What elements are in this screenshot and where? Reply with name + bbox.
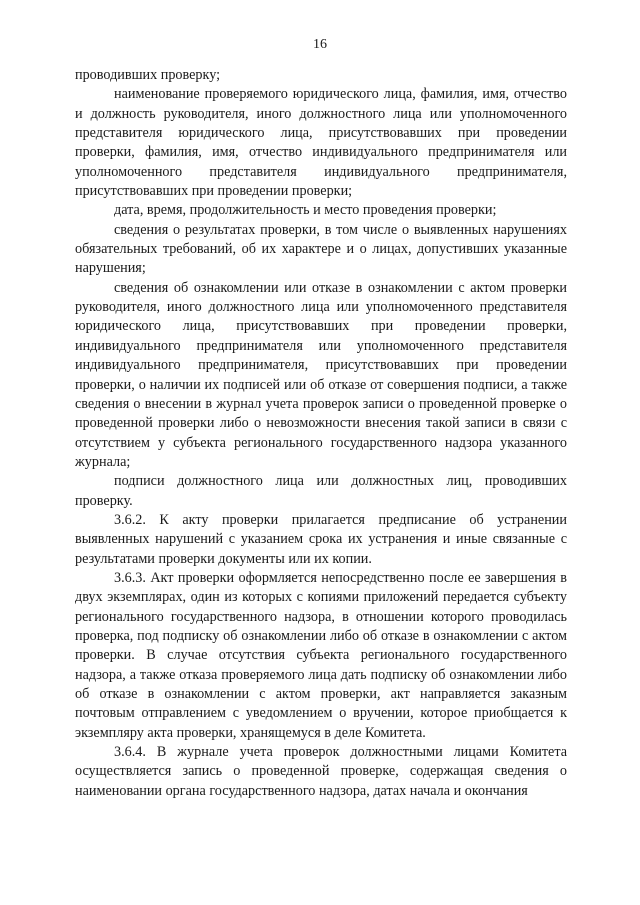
paragraph-signatures: подписи должностного лица или должностных лиц, проводивших проверку. [75,473,567,509]
paragraph-entity-name: наименование проверяемого юридического лица, фамилия, имя, отчество и должность руководителя, иного должностного лица или уполномоченного представителя юридического лица, присутствовавших при проведении проверки, фамилия, имя, отчество индивидуального предпринимателя или уполномоченного представителя индивидуального предпринимателя, присутствовавших при проведении проверки; [75,86,567,200]
paragraph-date-time-place: дата, время, продолжительность и место проведения проверки; [114,202,497,219]
paragraph-acknowledgement-info: сведения об ознакомлении или отказе в ознакомлении с актом проверки руководителя, иного должностного лица или уполномоченного представителя юридического лица, присутствовавших при проведении проверки, индивидуального предпринимателя или уполномоченного представителя индивидуального предпринимателя, присутствовавших при проведении проверки, о наличии их подписей или об отказе от совершения подписи, а также сведения о внесении в журнал учета проверок записи о проведенной проверке о проведенной проверки либо о невозможности внесения такой записи в связи с отсутствием у субъекта регионального государственного надзора указанного журнала; [75,279,567,470]
paragraph-inspection-results: сведения о результатах проверки, в том числе о выявленных нарушениях обязательных требований, об их характере и о лицах, допустивших указанные нарушения; [75,221,567,277]
page-number: 16 [313,37,327,52]
paragraph-3-6-4: 3.6.4. В журнале учета проверок должностными лицами Комитета осуществляется запись о проведенной проверке, содержащая сведения о наименовании органа государственного надзора, датах начала и окончания [75,744,567,799]
paragraph-3-6-2: 3.6.2. К акту проверки прилагается предписание об устранении выявленных нарушений с указанием срока их устранения и иные связанные с результатами проверки документы или их копии. [75,511,567,567]
paragraph-3-6-3: 3.6.3. Акт проверки оформляется непосредственно после ее завершения в двух экземплярах, один из которых с копиями приложений передается субъекту регионального государственного надзора, в отношении которого проводилась проверка, под подписку об ознакомлении либо об отказе в ознакомлении с актом проверки. В случае отсутствия субъекта регионального государственного надзора, а также отказа проверяемого лица дать подписку об ознакомлении либо об отказе в ознакомлении с актом проверки, акт направляется заказным почтовым отправлением с уведомлением о вручении, которое приобщается к экземпляру акта проверки, хранящемуся в деле Комитета. [75,569,567,741]
paragraph-continuation: проводивших проверку; [75,67,221,83]
document-body [75,66,567,801]
